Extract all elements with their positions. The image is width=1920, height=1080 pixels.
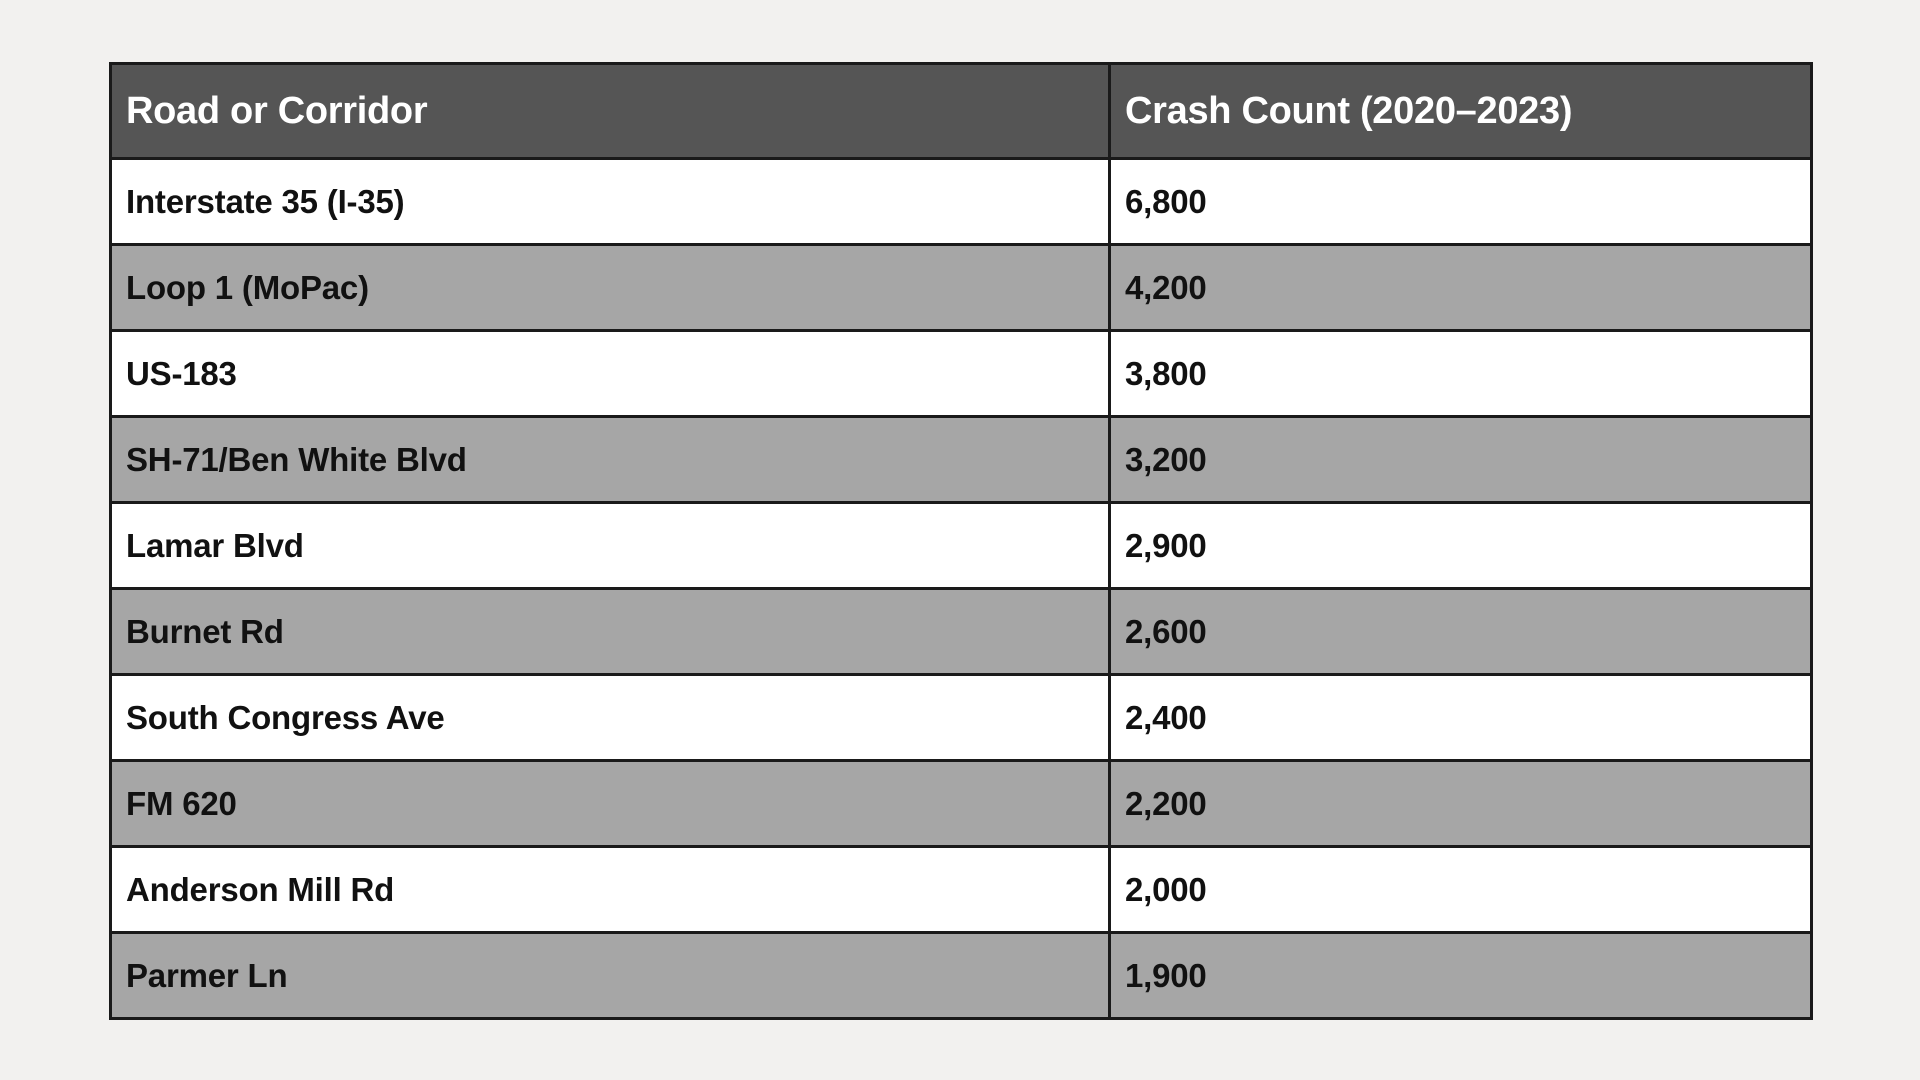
road-cell: Lamar Blvd [111,503,1110,589]
column-header-road: Road or Corridor [111,64,1110,159]
table-row [111,159,1812,245]
table-row [111,589,1812,675]
header-row [111,64,1812,159]
road-cell: Anderson Mill Rd [111,847,1110,933]
road-cell: Burnet Rd [111,589,1110,675]
crash-count-cell: 3,800 [1110,331,1812,417]
crash-count-cell: 2,000 [1110,847,1812,933]
table-row [111,503,1812,589]
crash-count-cell: 2,600 [1110,589,1812,675]
crash-table [109,62,1813,1020]
crash-count-cell: 2,900 [1110,503,1812,589]
table-row [111,245,1812,331]
road-cell: Loop 1 (MoPac) [111,245,1110,331]
crash-count-cell: 4,200 [1110,245,1812,331]
road-cell: US-183 [111,331,1110,417]
road-cell: South Congress Ave [111,675,1110,761]
crash-count-cell: 1,900 [1110,933,1812,1019]
table-header [111,64,1812,159]
crash-count-cell: 2,400 [1110,675,1812,761]
road-cell: SH-71/Ben White Blvd [111,417,1110,503]
crash-count-cell: 6,800 [1110,159,1812,245]
crash-count-cell: 2,200 [1110,761,1812,847]
crash-count-cell: 3,200 [1110,417,1812,503]
road-cell: Interstate 35 (I-35) [111,159,1110,245]
table-row [111,933,1812,1019]
road-cell: FM 620 [111,761,1110,847]
table-body [111,159,1812,1019]
table-row [111,675,1812,761]
crash-table-container [109,62,1810,1020]
table-row [111,761,1812,847]
table-row [111,331,1812,417]
table-row [111,847,1812,933]
column-header-crash-count: Crash Count (2020–2023) [1110,64,1812,159]
road-cell: Parmer Ln [111,933,1110,1019]
table-row [111,417,1812,503]
